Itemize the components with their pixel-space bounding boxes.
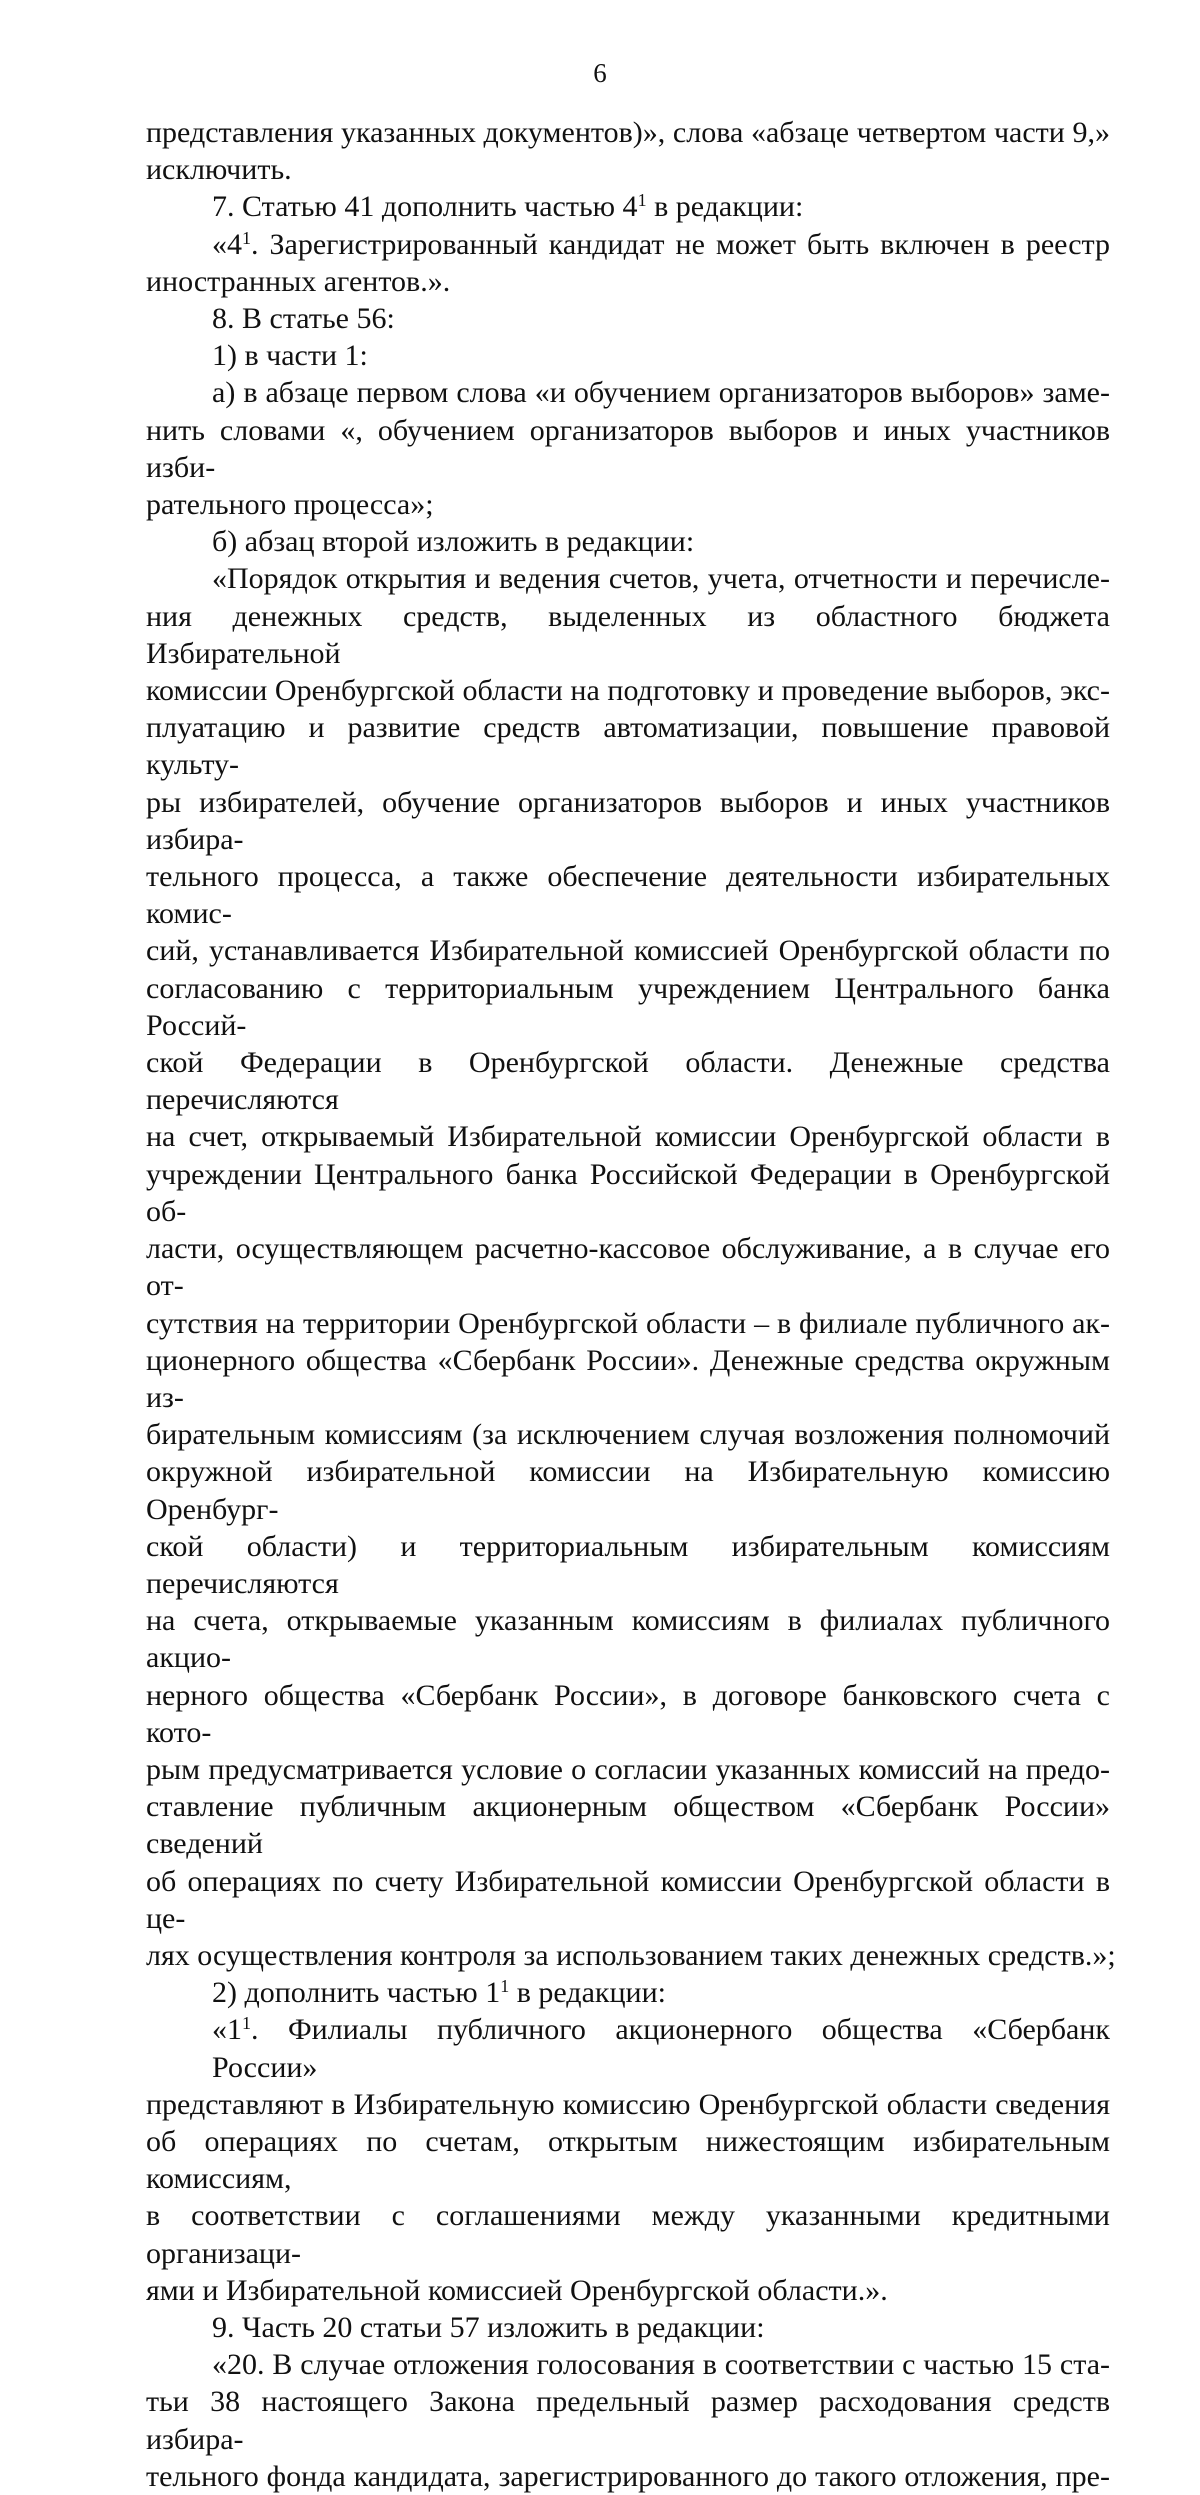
text-line: 9. Часть 20 статьи 57 изложить в редакции: — [212, 2310, 765, 2344]
superscript: 1 — [637, 190, 647, 211]
text-line: рым предусматривается условие о согласии указанных комиссий на предо- — [146, 1752, 1110, 1786]
text-line: на счета, открываемые указанным комиссиям в филиалах публичного акцио- — [146, 1604, 1110, 1675]
text-line: «Порядок открытия и ведения счетов, учета, отчетности и перечисле- — [212, 562, 1110, 596]
text-line: тельного процесса, а также обеспечение деятельности избирательных комис- — [146, 860, 1110, 931]
text-line-part: «4 — [212, 227, 242, 261]
text-line: ния денежных средств, выделенных из областного бюджета Избирательной — [146, 599, 1110, 670]
text-line: 8. В статье 56: — [212, 302, 395, 336]
text-line: ставление публичным акционерным обществом «Сбербанк России» сведений — [146, 1790, 1110, 1861]
text-line: тельного фонда кандидата, зарегистрированного до такого отложения, пре- — [146, 2459, 1110, 2493]
text-line — [146, 2011, 1110, 2085]
text-line-part: . Филиалы публичного акционерного общества «Сбербанк России» — [212, 2013, 1110, 2084]
superscript: 1 — [242, 227, 251, 248]
text-line: в соответствии с соглашениями между указанными кредитными организаци- — [146, 2199, 1110, 2270]
text-line: нить словами «, обучением организаторов выборов и иных участников изби- — [146, 413, 1110, 484]
text-line — [146, 188, 1110, 225]
text-line-part: в редакции: — [509, 1976, 666, 2010]
text-line: исключить. — [146, 153, 292, 187]
text-line-part: «1 — [212, 2013, 242, 2047]
text-line: представления указанных документов)», слова «абзаце четвертом части 9,» — [146, 116, 1110, 149]
text-line: окружной избирательной комиссии на Избирательную комиссию Оренбург- — [146, 1455, 1110, 1526]
text-line: «20. В случае отложения голосования в соответствии с частью 15 ста- — [212, 2348, 1110, 2382]
text-line: рательного процесса»; — [146, 488, 434, 522]
text-line-part: 7. Статью 41 дополнить частью 4 — [212, 190, 638, 224]
text-line: ями и Избирательной комиссией Оренбургской области.». — [146, 2273, 888, 2307]
text-line: нерного общества «Сбербанк России», в договоре банковского счета с кото- — [146, 1678, 1110, 1749]
text-line: б) абзац второй изложить в редакции: — [212, 525, 695, 559]
text-line: об операциях по счетам, открытым нижестоящим избирательным комиссиям, — [146, 2124, 1110, 2196]
text-line: представляют в Избирательную комиссию Оренбургской области сведения — [146, 2087, 1110, 2121]
text-line: тьи 38 настоящего Закона предельный размер расходования средств избира- — [146, 2385, 1110, 2456]
text-line: ласти, осуществляющем расчетно-кассовое обслуживание, а в случае его от- — [146, 1232, 1110, 1303]
text-line: об операциях по счету Избирательной комиссии Оренбургской области в це- — [146, 1864, 1110, 1935]
text-line: учреждении Центрального банка Российской Федерации в Оренбургской об- — [146, 1157, 1110, 1228]
text-line: бирательным комиссиям (за исключением случая возложения полномочий — [146, 1418, 1110, 1452]
text-line: а) в абзаце первом слова «и обучением организаторов выборов» заме- — [212, 376, 1110, 410]
text-line — [146, 1974, 1110, 2011]
superscript: 1 — [500, 1976, 510, 1997]
text-line: сутствия на территории Оренбургской области – в филиале публичного ак- — [146, 1306, 1110, 1340]
text-line: согласованию с территориальным учреждением Центрального банка Россий- — [146, 971, 1110, 1042]
text-line-part: в редакции: — [646, 190, 804, 224]
text-line: ры избирателей, обучение организаторов выборов и иных участников избира- — [146, 785, 1110, 856]
text-line: комиссии Оренбургской области на подготовку и проведение выборов, экс- — [146, 674, 1110, 708]
superscript: 1 — [242, 2013, 251, 2034]
text-line: сий, устанавливается Избирательной комиссией Оренбургской области по — [146, 934, 1110, 968]
text-line: на счет, открываемый Избирательной комиссии Оренбургской области в — [146, 1120, 1110, 1154]
text-line: ской Федерации в Оренбургской области. Денежные средства перечисляются — [146, 1046, 1110, 1117]
page-number: 6 — [593, 58, 607, 88]
text-line: ционерного общества «Сбербанк России». Денежные средства окружным из- — [146, 1343, 1110, 1414]
text-line — [146, 226, 1110, 263]
document-body — [146, 114, 1116, 2495]
text-line: плуатацию и развитие средств автоматизации, повышение правовой культу- — [146, 711, 1110, 782]
text-line: лях осуществления контроля за использованием таких денежных средств.»; — [146, 1938, 1116, 1972]
text-line: иностранных агентов.». — [146, 264, 451, 298]
text-line: ской области) и территориальным избирательным комиссиям перечисляются — [146, 1529, 1110, 1600]
text-line: 1) в части 1: — [212, 339, 368, 373]
text-line-part: 2) дополнить частью 1 — [212, 1976, 501, 2010]
text-line-part: . Зарегистрированный кандидат не может быть включен в реестр — [251, 227, 1110, 261]
